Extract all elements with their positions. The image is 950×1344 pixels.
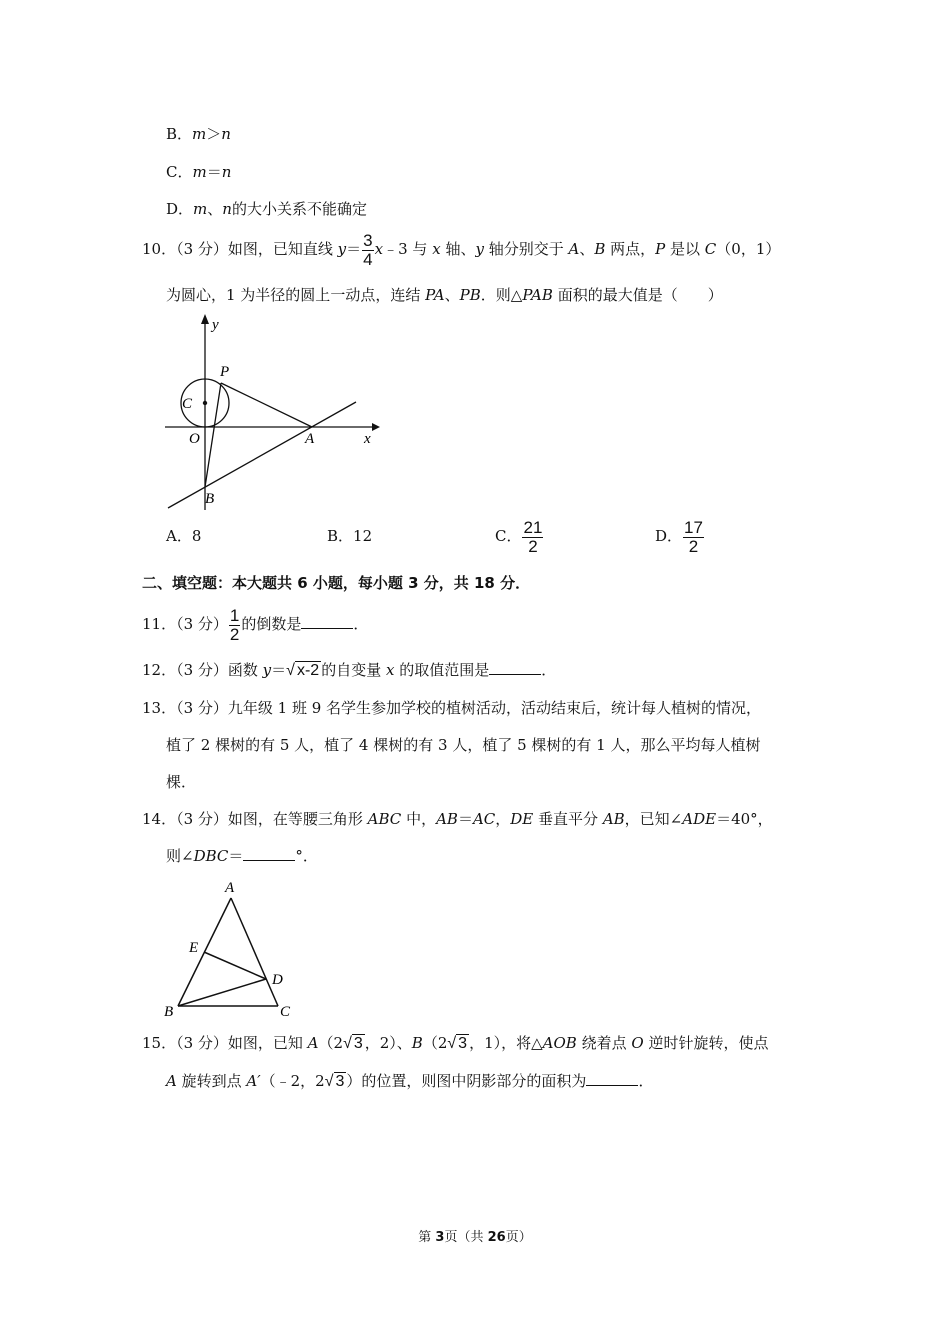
fraction: $\frac{21}{2}$ — [523, 517, 543, 556]
q10-option-d: D． $\frac{17}{2}$ — [655, 517, 703, 556]
label-b: B — [205, 491, 215, 507]
line-ab — [168, 402, 356, 508]
fraction: $\frac{17}{2}$ — [684, 517, 703, 556]
q10-option-a: A．8 — [166, 527, 202, 545]
answer-blank[interactable] — [489, 660, 541, 675]
label-c: C — [280, 1004, 291, 1020]
answer-blank[interactable] — [586, 1071, 638, 1086]
q10-stem-line2: 为圆心，1 为半径的圆上一动点，连结 PA、PB．则△PAB 面积的最大值是（ ） — [166, 286, 723, 304]
q10-figure — [160, 310, 390, 515]
label-c: C — [182, 396, 193, 412]
label-y: y — [212, 317, 219, 333]
q14-line1: 14．（3 分）如图，在等腰三角形 ABC 中，AB＝AC，DE 垂直平分 AB，已知∠ADE＝40°， — [142, 810, 773, 828]
sqrt-expression: √ 3 — [343, 1035, 363, 1052]
q9-option-c: C．m＝n — [166, 163, 232, 181]
side-ac — [231, 898, 278, 1006]
label-a: A — [305, 431, 315, 447]
q12: 12．（3 分）函数 y＝√ x-2 的自变量 x 的取值范围是 ． — [142, 661, 557, 679]
q10-option-b: B．12 — [327, 527, 373, 545]
sqrt-expression: √ x-2 — [286, 662, 320, 679]
q11: 11．（3 分） $\frac{1}{2}$ 的倒数是 ． — [142, 605, 369, 644]
label-x: x — [364, 431, 371, 447]
q15-line1: 15．（3 分）如图，已知 A（2√ 3 ，2）、B（2√ 3 ，1），将△AOB 绕着点 O 逆时针旋转，使点 — [142, 1034, 769, 1052]
q10-stem-line1: 10．（3 分）如图，已知直线 y＝ $\frac{3}{4}$ x﹣3 与 x 轴、y 轴分别交于 A、B 两点，P 是以 C（0，1） — [142, 230, 781, 269]
q13-line1: 13．（3 分）九年级 1 班 9 名学生参加学校的植树活动，活动结束后，统计每人植树的情况， — [142, 699, 762, 717]
y-axis-arrow — [201, 314, 209, 324]
q15-line2: A 旋转到点 A′（﹣2，2√ 3 ）的位置，则图中阴影部分的面积为 ． — [166, 1072, 654, 1090]
sqrt-expression: √ 3 — [447, 1035, 468, 1052]
q9-option-d: D．m、n的大小关系不能确定 — [166, 200, 367, 218]
segment-pb — [205, 383, 221, 487]
q13-line3: 棵． — [166, 773, 197, 791]
label-p: P — [220, 364, 230, 380]
q13-line2: 植了 2 棵树的有 5 人，植了 4 棵树的有 3 人，植了 5 棵树的有 1 人，那么平均每人植树 — [166, 736, 761, 754]
center-c-dot — [203, 401, 207, 405]
label-b: B — [164, 1004, 174, 1020]
fraction: $\frac{3}{4}$ — [363, 230, 373, 269]
answer-blank[interactable] — [301, 614, 353, 629]
label-o: O — [189, 431, 200, 447]
segment-pa — [221, 383, 312, 427]
q10-option-c: C． $\frac{21}{2}$ — [495, 517, 543, 556]
page-footer: 第 3页（共 26页） — [418, 1230, 532, 1245]
segment-bd — [178, 979, 266, 1006]
sqrt-expression: √ 3 — [324, 1073, 345, 1090]
q9-option-b: B．m＞n — [166, 125, 231, 143]
x-axis-arrow — [372, 423, 380, 431]
label-e: E — [189, 940, 199, 956]
section-title: 二、填空题：本大题共 6 小题，每小题 3 分，共 18 分． — [142, 574, 531, 592]
label-a: A — [225, 880, 235, 896]
fraction: $\frac{1}{2}$ — [229, 605, 240, 644]
answer-blank[interactable] — [243, 846, 295, 861]
q14-line2: 则∠DBC＝ °． — [166, 847, 318, 865]
label-d: D — [272, 972, 283, 988]
q14-figure — [158, 876, 308, 1022]
